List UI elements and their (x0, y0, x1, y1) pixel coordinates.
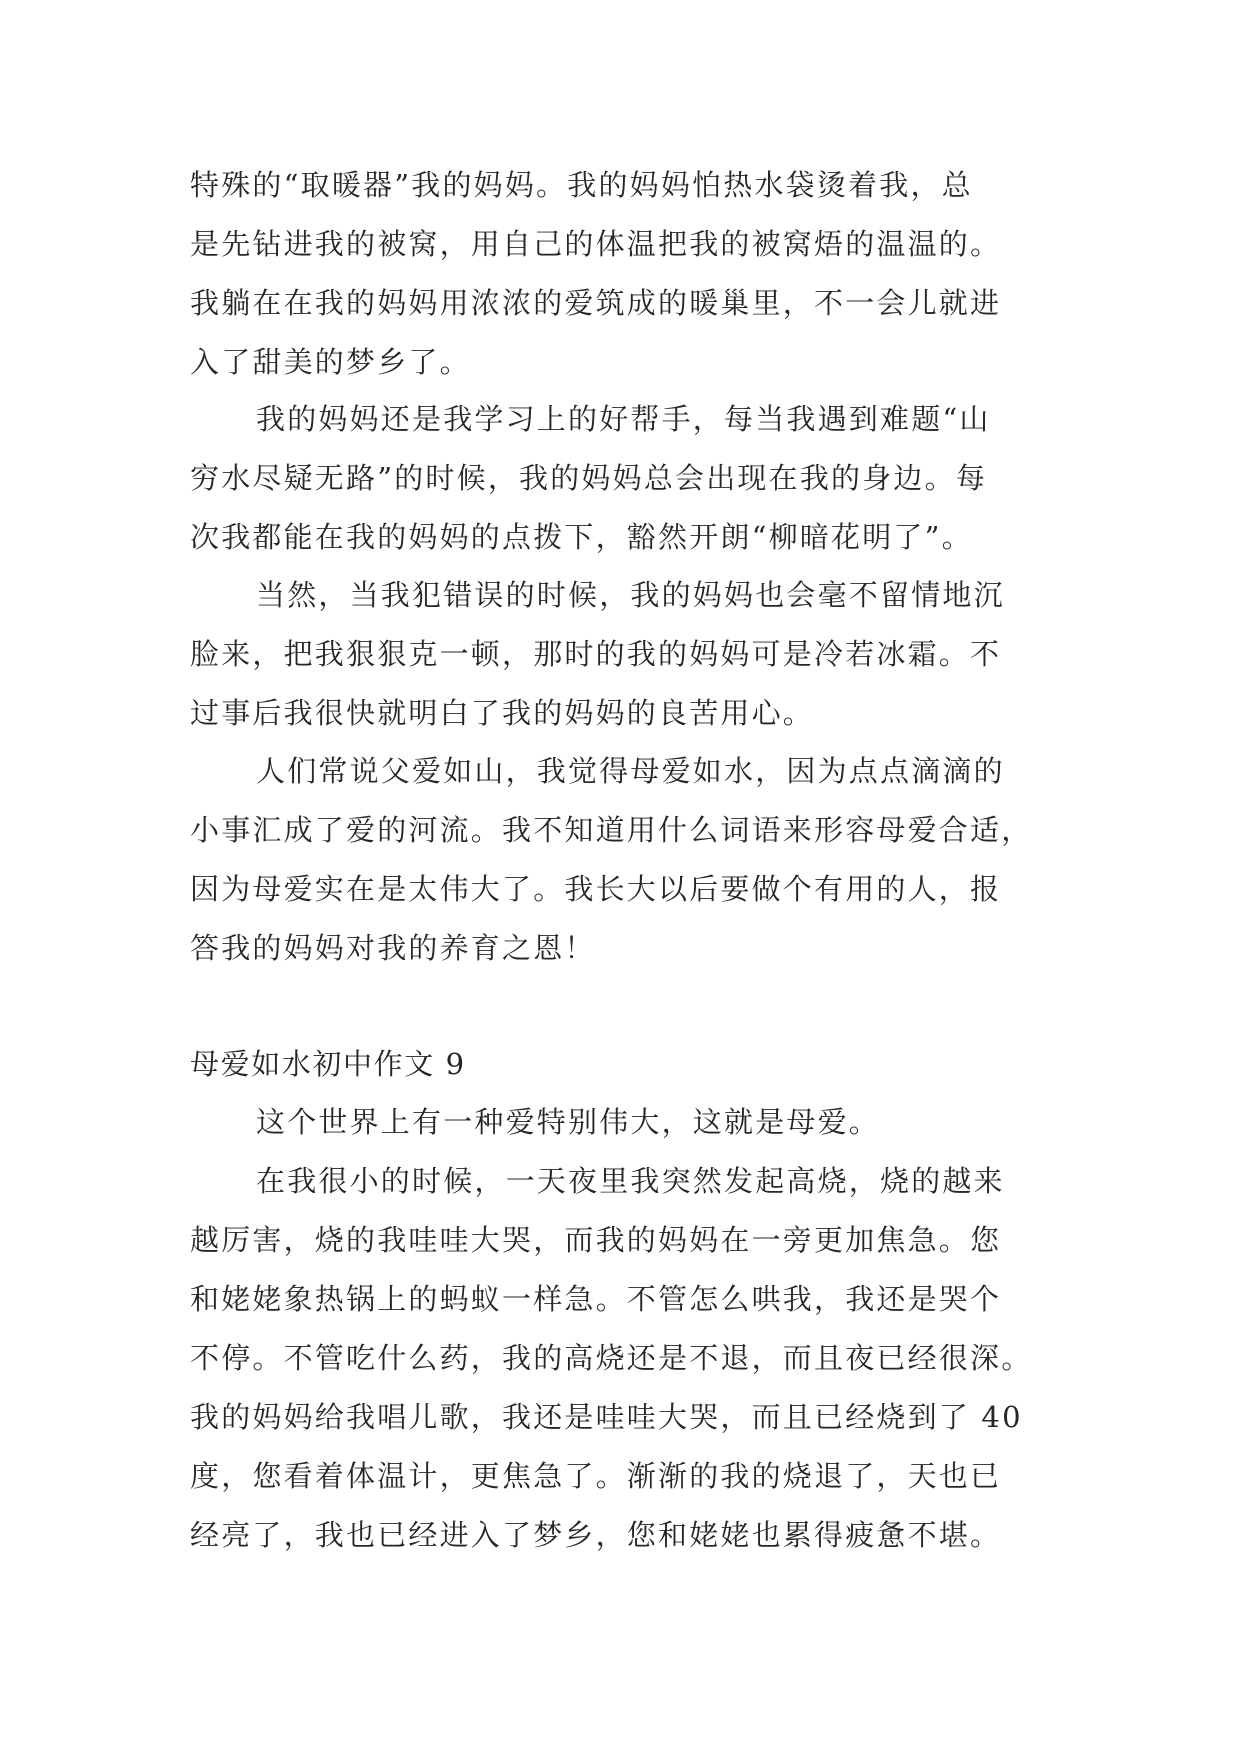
paragraph-line: 特殊的“取暖器”我的妈妈。我的妈妈怕热水袋烫着我，总 (190, 168, 973, 202)
paragraph-line: 我躺在在我的妈妈用浓浓的爱筑成的暖巢里，不一会儿就进 (190, 286, 1002, 320)
paragraph-line: 这个世界上有一种爱特别伟大，这就是母爱。 (256, 1105, 881, 1139)
paragraph-line: 不停。不管吃什么药，我的高烧还是不退，而且夜已经很深。 (190, 1341, 1033, 1375)
section-heading: 母爱如水初中作文 9 (190, 1047, 466, 1081)
paragraph-line: 入了甜美的梦乡了。 (190, 345, 471, 379)
paragraph-line: 过事后我很快就明白了我的妈妈的良苦用心。 (190, 696, 815, 730)
paragraph-line: 我的妈妈给我唱儿歌，我还是哇哇大哭，而且已经烧到了 40 (190, 1400, 1023, 1434)
paragraph-line: 度，您看着体温计，更焦急了。渐渐的我的烧退了，天也已 (190, 1459, 1002, 1493)
paragraph-line: 经亮了，我也已经进入了梦乡，您和姥姥也累得疲惫不堪。 (190, 1518, 1002, 1552)
paragraph-line: 是先钻进我的被窝，用自己的体温把我的被窝焐的温温的。 (190, 227, 1002, 261)
paragraph-line: 小事汇成了爱的河流。我不知道用什么词语来形容母爱合适， (190, 813, 1033, 847)
paragraph-line: 因为母爱实在是太伟大了。我长大以后要做个有用的人，报 (190, 872, 1002, 906)
paragraph-line: 穷水尽疑无路”的时候，我的妈妈总会出现在我的身边。每 (190, 461, 988, 495)
paragraph-line: 次我都能在我的妈妈的点拨下，豁然开朗“柳暗花明了”。 (190, 520, 973, 554)
paragraph-line: 我的妈妈还是我学习上的好帮手，每当我遇到难题“山 (256, 402, 991, 436)
paragraph-line: 当然，当我犯错误的时候，我的妈妈也会毫不留情地沉 (256, 578, 1005, 612)
paragraph-line: 越厉害，烧的我哇哇大哭，而我的妈妈在一旁更加焦急。您 (190, 1223, 1002, 1257)
paragraph-line: 和姥姥象热锅上的蚂蚁一样急。不管怎么哄我，我还是哭个 (190, 1282, 1002, 1316)
paragraph-line: 在我很小的时候，一天夜里我突然发起高烧，烧的越来 (256, 1164, 1005, 1198)
paragraph-line: 答我的妈妈对我的养育之恩！ (190, 931, 596, 965)
paragraph-line: 脸来，把我狠狠克一顿，那时的我的妈妈可是冷若冰霜。不 (190, 637, 1002, 671)
paragraph-line: 人们常说父爱如山，我觉得母爱如水，因为点点滴滴的 (256, 754, 1005, 788)
